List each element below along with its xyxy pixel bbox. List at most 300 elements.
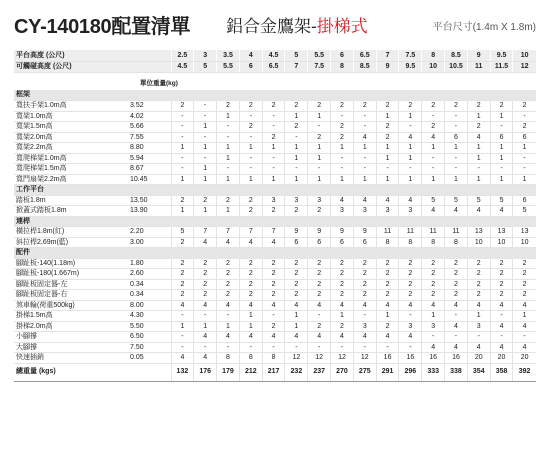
quantity-cell: 5 [490,195,513,206]
quantity-cell: 2 [376,290,399,301]
quantity-cell: 4 [445,300,468,311]
table-row [14,206,536,217]
quantity-cell: 2 [399,258,422,269]
quantity-cell: 1 [171,143,194,154]
quantity-cell: - [445,122,468,133]
quantity-cell: 7 [217,227,240,238]
quantity-cell: 8 [217,353,240,364]
quantity-cell: - [422,153,445,164]
quantity-cell: 8.5 [353,61,376,72]
quantity-cell: 2 [239,258,262,269]
quantity-cell: 2 [445,101,468,112]
quantity-cell: - [171,122,194,133]
quantity-cell: 2 [490,101,513,112]
quantity-cell: 12 [331,353,354,364]
row-label: 腳趾板-180(1.667m) [14,269,126,280]
quantity-cell: 2 [490,269,513,280]
quantity-cell: 2 [217,258,240,269]
quantity-cell: 5 [467,195,490,206]
quantity-cell: 2 [353,279,376,290]
quantity-cell: 392 [513,363,536,381]
unit-weight-cell: 8.00 [126,300,171,311]
row-label: 掀蓋式踏板1.8m [14,206,126,217]
quantity-cell: 4 [353,195,376,206]
quantity-cell: 4 [467,300,490,311]
quantity-cell: 2 [217,195,240,206]
quantity-cell: - [422,332,445,343]
row-label: 可觸碰高度 (公尺) [14,61,126,72]
quantity-cell: 1 [194,122,217,133]
quantity-cell: 8 [331,61,354,72]
row-label: 總重量 (kgs) [14,363,126,381]
quantity-cell: 10 [422,61,445,72]
unit-weight-cell: 3.00 [126,237,171,248]
quantity-cell: 1 [353,174,376,185]
quantity-cell: 4 [467,342,490,353]
quantity-cell: 2 [376,122,399,133]
section-header [14,248,536,259]
quantity-cell: 8 [239,353,262,364]
quantity-cell: 1 [490,153,513,164]
quantity-cell: 2 [285,290,308,301]
unit-weight-cell: 13.50 [126,195,171,206]
row-label: 快速插銷 [14,353,126,364]
table-row [14,342,536,353]
quantity-cell: 6 [513,132,536,143]
quantity-cell: 1 [285,311,308,322]
quantity-cell: 3 [399,321,422,332]
unit-weight-cell: 2.20 [126,227,171,238]
quantity-cell: 2 [490,279,513,290]
quantity-cell: 2 [490,290,513,301]
quantity-cell: 13 [490,227,513,238]
quantity-cell: 4 [217,300,240,311]
table-row [14,332,536,343]
table-row [14,300,536,311]
table-row [14,143,536,154]
quantity-cell: 1 [285,174,308,185]
quantity-cell: 7 [285,61,308,72]
quantity-cell: 3 [353,321,376,332]
quantity-cell: 2 [308,321,331,332]
row-label: 寬架2.2m高 [14,143,126,154]
quantity-cell: 4 [422,206,445,217]
quantity-cell: 1 [217,206,240,217]
quantity-cell: 6 [331,50,354,61]
quantity-cell: 1 [376,143,399,154]
quantity-cell: 4 [217,332,240,343]
row-label: 寬爬梯架1.5m高 [14,164,126,175]
quantity-cell: 2 [262,258,285,269]
quantity-cell: 2 [422,290,445,301]
unit-weight-cell: 1.80 [126,258,171,269]
quantity-cell: 2 [217,279,240,290]
unit-weight-cell: 8.67 [126,164,171,175]
quantity-cell: - [194,132,217,143]
quantity-cell: 2 [399,269,422,280]
quantity-cell: 4 [331,332,354,343]
unit-weight-cell [126,61,171,72]
quantity-cell: - [445,164,468,175]
quantity-cell: 1 [217,153,240,164]
quantity-cell: 2 [171,290,194,301]
quantity-cell: - [171,153,194,164]
section-title: 工作平台 [14,185,126,196]
unit-weight-cell: 7.50 [126,342,171,353]
quantity-cell: 4 [376,195,399,206]
quantity-cell: 2 [285,101,308,112]
quantity-cell: 1 [376,111,399,122]
quantity-cell: 1 [239,321,262,332]
quantity-cell: 2 [399,279,422,290]
quantity-cell: 1 [171,174,194,185]
quantity-cell: 3 [353,206,376,217]
quantity-cell: 8 [376,237,399,248]
row-label: 煞車輪(荷重500kg) [14,300,126,311]
quantity-cell: 338 [445,363,468,381]
quantity-cell: 179 [217,363,240,381]
quantity-cell: - [513,164,536,175]
quantity-cell: 4 [513,342,536,353]
quantity-cell: 2 [217,269,240,280]
quantity-cell: 11 [399,227,422,238]
quantity-cell: 2 [239,269,262,280]
quantity-cell: 4 [353,132,376,143]
quantity-cell: 2 [308,206,331,217]
quantity-cell: 2 [194,279,217,290]
quantity-cell: 2 [285,269,308,280]
table-row [14,164,536,175]
quantity-cell: 11 [376,227,399,238]
quantity-cell: 4 [490,206,513,217]
quantity-cell: 4 [171,353,194,364]
quantity-cell: - [262,122,285,133]
quantity-cell: 176 [194,363,217,381]
quantity-cell: - [422,164,445,175]
quantity-cell: 11 [467,61,490,72]
quantity-cell: 1 [331,311,354,322]
quantity-cell: 1 [467,111,490,122]
quantity-cell: 1 [399,111,422,122]
unit-weight-cell [126,50,171,61]
quantity-cell: - [239,153,262,164]
quantity-cell: 4 [262,300,285,311]
quantity-cell: 9 [308,227,331,238]
quantity-cell: - [262,164,285,175]
quantity-cell: 1 [217,321,240,332]
quantity-cell: 5 [445,195,468,206]
quantity-cell: 5 [422,195,445,206]
quantity-cell: 6 [490,132,513,143]
row-label: 掛梯2.0m高 [14,321,126,332]
quantity-cell: - [194,342,217,353]
quantity-cell: 4.5 [171,61,194,72]
quantity-cell: 2 [262,279,285,290]
quantity-cell: - [490,311,513,322]
quantity-cell: 4 [171,300,194,311]
quantity-cell: - [171,132,194,143]
quantity-cell: - [217,311,240,322]
unit-weight-cell: 4.30 [126,311,171,322]
quantity-cell: 270 [331,363,354,381]
quantity-cell: 1 [308,143,331,154]
quantity-cell: 1 [422,143,445,154]
unit-weight-cell: 6.50 [126,332,171,343]
quantity-cell: 2 [331,132,354,143]
quantity-cell: - [239,342,262,353]
table-row [14,101,536,112]
quantity-cell: 291 [376,363,399,381]
quantity-cell: - [239,164,262,175]
quantity-cell: 5 [285,50,308,61]
quantity-cell: 12 [308,353,331,364]
unit-weight-cell: 4.02 [126,111,171,122]
quantity-cell: 4 [194,237,217,248]
quantity-cell: 4 [467,206,490,217]
quantity-cell: 333 [422,363,445,381]
quantity-cell: 4 [490,321,513,332]
row-label: 橫拉桿1.8m(紅) [14,227,126,238]
quantity-cell: 2 [445,290,468,301]
quantity-cell: 1 [467,143,490,154]
table-row [14,290,536,301]
quantity-cell: 2 [467,290,490,301]
quantity-cell: 5.5 [217,61,240,72]
quantity-cell: 2 [467,279,490,290]
quantity-cell: 6.5 [353,50,376,61]
quantity-cell: 6 [513,195,536,206]
quantity-cell: - [490,164,513,175]
quantity-cell: - [171,164,194,175]
configuration-table [14,50,536,382]
title-bar [14,8,544,42]
quantity-cell: 1 [399,174,422,185]
quantity-cell: 10 [467,237,490,248]
quantity-cell: 2 [399,290,422,301]
quantity-cell: 4 [262,332,285,343]
unit-weight-cell: 10.45 [126,174,171,185]
quantity-cell: 1 [353,143,376,154]
quantity-cell: 1 [422,311,445,322]
page-title: CY-140180配置清單 [14,16,191,38]
quantity-cell: 12 [353,353,376,364]
quantity-cell: 8.5 [445,50,468,61]
page-subtitle [226,12,368,37]
quantity-cell: 7.5 [399,50,422,61]
quantity-cell: - [331,111,354,122]
quantity-cell: 1 [239,311,262,322]
quantity-cell: 1 [285,153,308,164]
unit-weight-cell: 5.66 [126,122,171,133]
quantity-cell: 8 [422,50,445,61]
quantity-cell: - [194,111,217,122]
quantity-cell: 2 [171,195,194,206]
unit-weight-cell: 0.05 [126,353,171,364]
quantity-cell: 4 [399,300,422,311]
quantity-cell: 4 [422,300,445,311]
quantity-cell: 2 [399,101,422,112]
quantity-cell: - [171,342,194,353]
quantity-cell: - [513,332,536,343]
quantity-cell: - [422,111,445,122]
quantity-cell: 132 [171,363,194,381]
quantity-cell: 2 [217,101,240,112]
section-title: 配件 [14,248,126,259]
quantity-cell: - [399,122,422,133]
quantity-cell: 4 [353,332,376,343]
quantity-cell: 9.5 [399,61,422,72]
quantity-cell: 2 [171,237,194,248]
quantity-cell: 6 [353,237,376,248]
quantity-cell: 2 [171,258,194,269]
quantity-cell: - [467,164,490,175]
quantity-cell: - [353,164,376,175]
quantity-cell: 2 [239,122,262,133]
quantity-cell: - [285,342,308,353]
quantity-cell: 4 [353,300,376,311]
quantity-cell: 237 [308,363,331,381]
quantity-cell: 2 [262,206,285,217]
row-label: 寬架1.5m高 [14,122,126,133]
quantity-cell: 10 [513,237,536,248]
quantity-cell: 1 [194,164,217,175]
quantity-cell: - [331,342,354,353]
quantity-cell: 9 [285,227,308,238]
table-row [14,321,536,332]
quantity-cell: 4 [467,132,490,143]
section-title: 框架 [14,90,126,101]
quantity-cell: 10.5 [445,61,468,72]
row-label: 寬架2.0m高 [14,132,126,143]
quantity-cell: 8 [422,237,445,248]
quantity-cell: 4 [513,321,536,332]
quantity-cell: 2 [217,290,240,301]
quantity-cell: 1 [194,143,217,154]
quantity-cell: 2 [422,122,445,133]
quantity-cell: 2 [422,269,445,280]
quantity-cell: - [445,311,468,322]
quantity-cell: 11 [445,227,468,238]
quantity-cell: - [353,153,376,164]
row-label: 腳趾板-140(1.18m) [14,258,126,269]
quantity-cell: 4 [308,332,331,343]
quantity-cell: - [376,342,399,353]
quantity-cell: 6 [285,237,308,248]
row-label: 寬爬梯架1.0m高 [14,153,126,164]
quantity-cell: 2 [467,101,490,112]
quantity-cell: 2 [308,258,331,269]
quantity-cell: 1 [217,111,240,122]
quantity-cell: 4 [217,237,240,248]
quantity-cell: 4 [490,300,513,311]
quantity-cell: 4 [331,195,354,206]
quantity-cell: 1 [399,153,422,164]
quantity-cell: 6 [445,132,468,143]
quantity-cell: - [490,332,513,343]
quantity-cell: 2 [376,258,399,269]
quantity-cell: 1 [217,174,240,185]
quantity-cell: 4 [445,206,468,217]
quantity-cell: 2 [262,290,285,301]
quantity-cell: 2 [445,258,468,269]
quantity-cell: - [353,111,376,122]
quantity-cell: 1 [422,174,445,185]
row-label: 腳趾板固定器-左 [14,279,126,290]
quantity-cell: 16 [422,353,445,364]
quantity-cell: 20 [490,353,513,364]
unit-weight-cell: 0.34 [126,290,171,301]
unit-weight-cell [126,363,171,381]
section-header [14,90,536,101]
quantity-cell: 2 [239,279,262,290]
quantity-cell: 1 [285,111,308,122]
quantity-cell: 6 [331,237,354,248]
quantity-cell: - [513,153,536,164]
quantity-cell: 2 [194,195,217,206]
quantity-cell: 1 [467,153,490,164]
quantity-cell: 1 [513,143,536,154]
quantity-cell: 4 [194,353,217,364]
quantity-cell: - [285,132,308,143]
quantity-cell: - [331,164,354,175]
reach-height-row [14,61,536,72]
quantity-cell: - [353,311,376,322]
quantity-cell: - [194,311,217,322]
quantity-cell: 2 [194,258,217,269]
quantity-cell: 6 [308,237,331,248]
quantity-cell: - [353,122,376,133]
quantity-cell: - [467,332,490,343]
total-weight-row [14,363,536,381]
quantity-cell: 2 [490,258,513,269]
quantity-cell: 3 [331,206,354,217]
quantity-cell: 4 [239,50,262,61]
row-label: 掛梯1.5m高 [14,311,126,322]
quantity-cell: - [308,122,331,133]
quantity-cell: 2 [331,269,354,280]
row-label: 腳趾板固定器-右 [14,290,126,301]
quantity-cell: - [308,311,331,322]
quantity-cell: 1 [239,174,262,185]
quantity-cell: 2 [308,290,331,301]
quantity-cell: 10 [490,237,513,248]
quantity-cell: 358 [490,363,513,381]
quantity-cell: - [353,342,376,353]
quantity-cell: 4 [399,195,422,206]
quantity-cell: 2 [239,101,262,112]
unit-weight-label: 單位重量(kg) [140,80,178,88]
quantity-cell: 11 [422,227,445,238]
quantity-cell: 1 [490,143,513,154]
quantity-cell: 2 [331,290,354,301]
quantity-cell: 2 [285,206,308,217]
quantity-cell: - [262,342,285,353]
quantity-cell: 20 [513,353,536,364]
quantity-cell: 2 [422,279,445,290]
row-label: 寬架1.0m高 [14,111,126,122]
quantity-cell: 1 [239,143,262,154]
quantity-cell: 1 [376,153,399,164]
quantity-cell: - [331,153,354,164]
quantity-cell: 1 [467,174,490,185]
quantity-cell: 2 [262,269,285,280]
quantity-cell: 1 [445,143,468,154]
quantity-cell: 3 [422,321,445,332]
table-row [14,195,536,206]
quantity-cell: 9 [376,61,399,72]
quantity-cell: 2 [467,269,490,280]
quantity-cell: 2 [467,122,490,133]
